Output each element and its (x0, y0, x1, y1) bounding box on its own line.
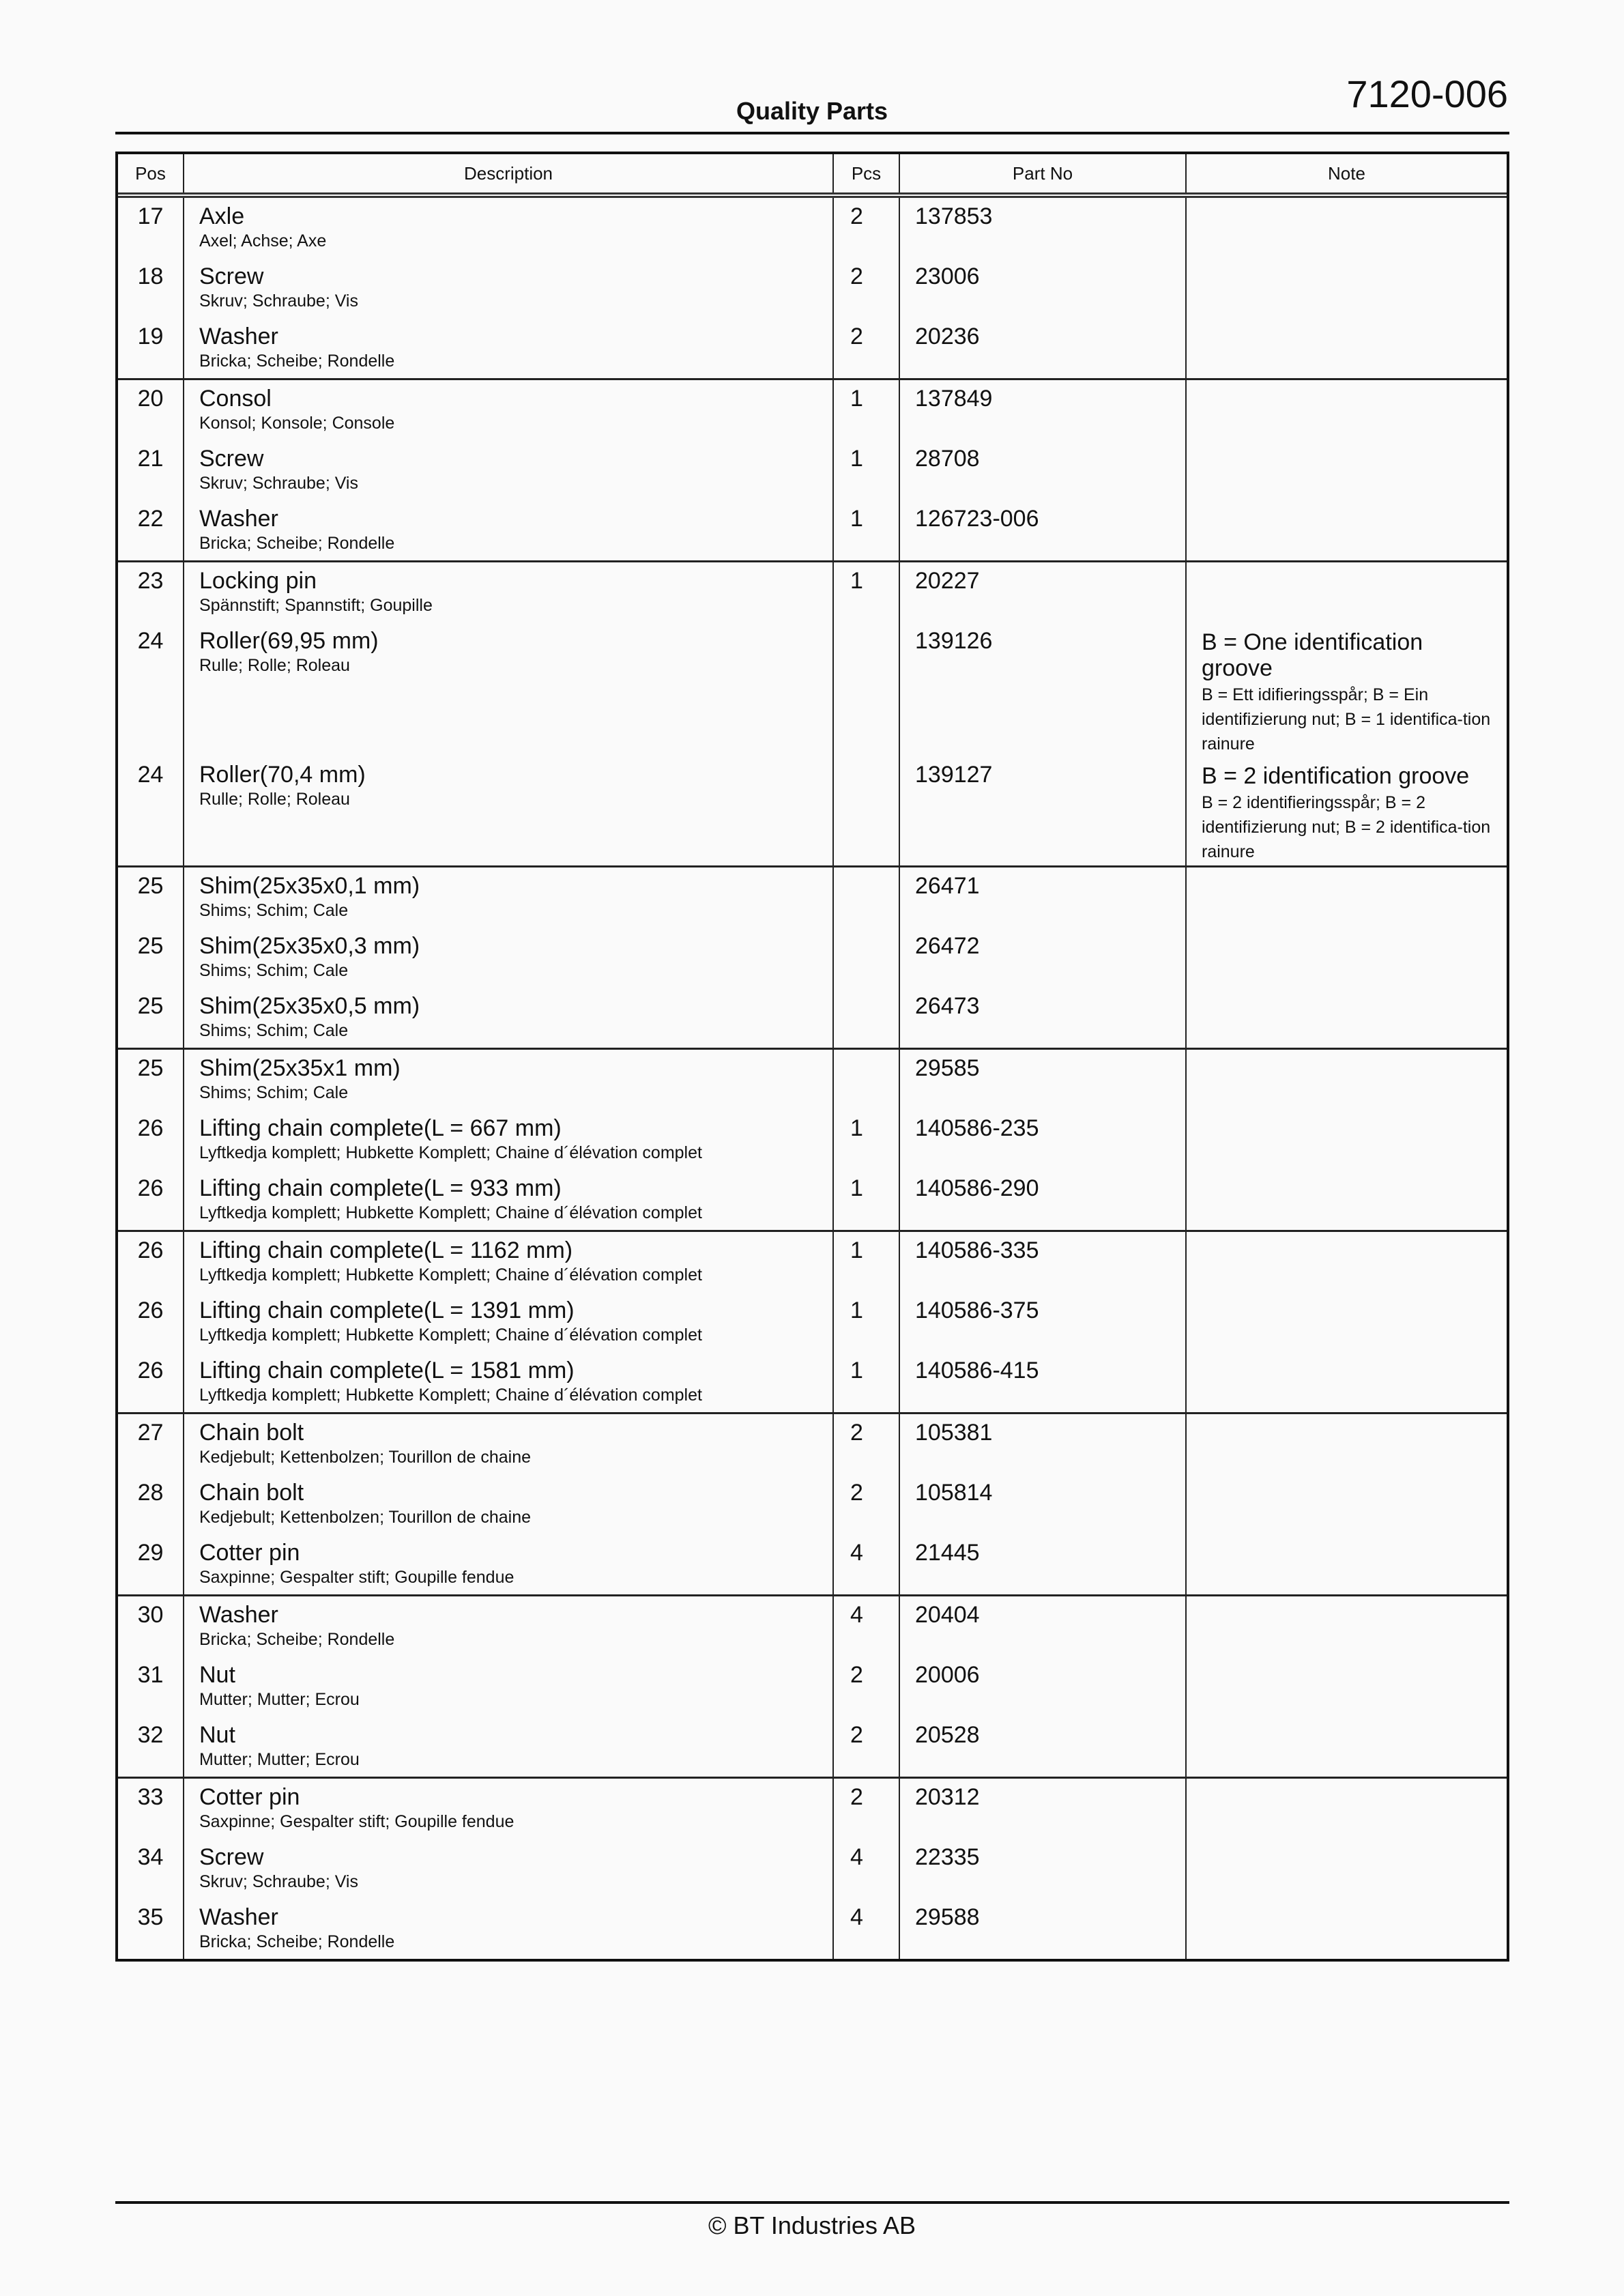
item-pcs: 2 (850, 1480, 863, 1506)
item-note (1187, 380, 1507, 440)
page-title: Quality Parts (736, 97, 888, 125)
part-translations: Shims; Schim; Cale (199, 901, 349, 920)
item-part-no: 20236 (915, 324, 980, 349)
item-pos: 27 (137, 1420, 164, 1446)
description-cell (184, 198, 834, 378)
item-pos: 26 (137, 1175, 164, 1201)
part-translations: Shims; Schim; Cale (199, 961, 349, 980)
item-part-no: 140586-235 (915, 1115, 1039, 1141)
item-description (184, 500, 832, 560)
item-pcs (834, 928, 899, 988)
item-pos: 23 (137, 568, 164, 594)
part-name: Screw (199, 446, 264, 472)
document-number: 7120-006 (1346, 72, 1508, 115)
pcs-cell (834, 198, 900, 378)
item-pos: 19 (137, 324, 164, 349)
note-cell (1187, 1232, 1507, 1412)
note-cell (1187, 1414, 1507, 1594)
item-part-no: 140586-375 (915, 1297, 1039, 1323)
item-part-no: 105381 (915, 1420, 993, 1446)
item-pcs (834, 756, 899, 865)
part-translations: Axel; Achse; Axe (199, 231, 327, 250)
item-pos: 26 (137, 1237, 164, 1263)
item-pos: 24 (137, 628, 164, 654)
part-translations: Lyftkedja komplett; Hubkette Komplett; Chaine d´élévation complet (199, 1325, 702, 1345)
copyright-footer: © BT Industries AB (708, 2211, 916, 2239)
item-note (1187, 198, 1507, 258)
item-pcs (834, 1050, 899, 1110)
part-no-cell (900, 1596, 1187, 1777)
item-note (1187, 258, 1507, 318)
part-name: Lifting chain complete(L = 1581 mm) (199, 1358, 575, 1383)
table-row-group (118, 1048, 1507, 1230)
description-cell (184, 380, 834, 560)
part-translations: Skruv; Schraube; Vis (199, 291, 358, 311)
part-translations: Kedjebult; Kettenbolzen; Tourillon de chaine (199, 1448, 531, 1467)
part-name: Axle (199, 203, 245, 229)
item-description (184, 756, 832, 865)
part-name: Washer (199, 506, 278, 532)
part-translations: Mutter; Mutter; Ecrou (199, 1750, 360, 1769)
item-pcs: 2 (850, 263, 863, 289)
item-part-no: 20404 (915, 1602, 980, 1628)
part-translations: Rulle; Rolle; Roleau (199, 790, 350, 809)
item-description (184, 1779, 832, 1839)
part-translations: Lyftkedja komplett; Hubkette Komplett; Chaine d´élévation complet (199, 1265, 702, 1285)
table-row-group (118, 198, 1507, 378)
column-header-pos: Pos (118, 154, 184, 192)
pcs-cell (834, 1232, 900, 1412)
item-description (184, 1656, 832, 1717)
part-translations: Shims; Schim; Cale (199, 1083, 349, 1102)
item-part-no: 140586-335 (915, 1237, 1039, 1263)
item-note (1187, 440, 1507, 500)
item-part-no: 21445 (915, 1540, 980, 1566)
item-description (184, 1110, 832, 1170)
item-description (184, 440, 832, 500)
pos-cell (118, 1232, 184, 1412)
item-note (1187, 1170, 1507, 1230)
item-description (184, 380, 832, 440)
item-part-no: 140586-415 (915, 1358, 1039, 1383)
part-name: Lifting chain complete(L = 1391 mm) (199, 1297, 575, 1323)
item-part-no: 29585 (915, 1055, 980, 1081)
item-description (184, 1414, 832, 1474)
item-part-no: 26473 (915, 993, 980, 1019)
item-description (184, 1899, 832, 1959)
part-translations: Bricka; Scheibe; Rondelle (199, 534, 395, 553)
item-description (184, 1352, 832, 1412)
item-pcs: 1 (850, 1358, 863, 1383)
item-pos: 34 (137, 1844, 164, 1870)
description-cell (184, 1050, 834, 1230)
item-part-no: 105814 (915, 1480, 993, 1506)
item-description (184, 1717, 832, 1777)
item-description (184, 988, 832, 1048)
part-translations: Bricka; Scheibe; Rondelle (199, 351, 395, 371)
item-pcs: 1 (850, 1175, 863, 1201)
part-translations: Kedjebult; Kettenbolzen; Tourillon de chaine (199, 1508, 531, 1527)
part-translations: Bricka; Scheibe; Rondelle (199, 1932, 395, 1951)
table-header (118, 154, 1507, 198)
item-description (184, 562, 832, 622)
part-name: Chain bolt (199, 1420, 304, 1446)
part-name: Cotter pin (199, 1784, 300, 1810)
part-translations: Skruv; Schraube; Vis (199, 1872, 358, 1891)
part-name: Nut (199, 1662, 235, 1688)
item-description (184, 1474, 832, 1534)
part-no-cell (900, 1050, 1187, 1230)
part-no-cell (900, 1779, 1187, 1959)
item-note (1187, 1656, 1507, 1717)
item-description (184, 1839, 832, 1899)
item-description (184, 1596, 832, 1656)
part-no-cell (900, 867, 1187, 1048)
description-cell (184, 1596, 834, 1777)
part-name: Washer (199, 324, 278, 349)
item-pos: 17 (137, 203, 164, 229)
header-divider (115, 132, 1509, 134)
item-note (1187, 318, 1507, 378)
item-note (1187, 500, 1507, 560)
item-note (1187, 988, 1507, 1048)
table-body (118, 198, 1507, 1959)
item-note (1187, 1839, 1507, 1899)
part-translations: Skruv; Schraube; Vis (199, 474, 358, 493)
note-cell (1187, 1779, 1507, 1959)
part-name: Nut (199, 1722, 235, 1748)
pos-cell (118, 198, 184, 378)
part-no-cell (900, 380, 1187, 560)
item-description (184, 622, 832, 756)
table-row-group (118, 865, 1507, 1048)
part-name: Shim(25x35x0,5 mm) (199, 993, 420, 1019)
item-part-no: 20006 (915, 1662, 980, 1688)
part-translations: Saxpinne; Gespalter stift; Goupille fendue (199, 1568, 514, 1587)
pcs-cell (834, 1779, 900, 1959)
table-row-group (118, 1412, 1507, 1594)
item-pcs: 1 (850, 568, 863, 594)
item-pos: 32 (137, 1722, 164, 1748)
part-no-cell (900, 198, 1187, 378)
item-part-no: 20312 (915, 1784, 980, 1810)
note-cell (1187, 198, 1507, 378)
item-pcs: 2 (850, 1784, 863, 1810)
pcs-cell (834, 1050, 900, 1230)
part-name: Washer (199, 1904, 278, 1930)
part-name: Screw (199, 263, 264, 289)
pos-cell (118, 562, 184, 865)
part-name: Cotter pin (199, 1540, 300, 1566)
pos-cell (118, 1414, 184, 1594)
part-no-cell (900, 1414, 1187, 1594)
footer-divider (115, 2201, 1509, 2204)
item-note (1187, 1779, 1507, 1839)
note-text: B = 2 identification groove (1202, 763, 1470, 789)
column-header-pcs: Pcs (834, 154, 900, 192)
part-name: Screw (199, 1844, 264, 1870)
item-pos: 35 (137, 1904, 164, 1930)
item-part-no: 26472 (915, 933, 980, 959)
note-text: B = One identification groove (1202, 629, 1423, 681)
pos-cell (118, 380, 184, 560)
column-header-part-no: Part No (900, 154, 1187, 192)
item-note (1187, 1110, 1507, 1170)
part-name: Lifting chain complete(L = 933 mm) (199, 1175, 562, 1201)
part-name: Shim(25x35x1 mm) (199, 1055, 401, 1081)
item-description (184, 867, 832, 928)
item-pos: 20 (137, 386, 164, 412)
item-note (1187, 622, 1507, 756)
pcs-cell (834, 1414, 900, 1594)
note-cell (1187, 562, 1507, 865)
item-note (1187, 1534, 1507, 1594)
part-translations: Rulle; Rolle; Roleau (199, 656, 350, 675)
item-pos: 26 (137, 1358, 164, 1383)
part-translations: Lyftkedja komplett; Hubkette Komplett; Chaine d´élévation complet (199, 1386, 702, 1405)
description-cell (184, 867, 834, 1048)
part-translations: Mutter; Mutter; Ecrou (199, 1690, 360, 1709)
item-pcs (834, 867, 899, 928)
note-cell (1187, 380, 1507, 560)
part-no-cell (900, 1232, 1187, 1412)
item-description (184, 928, 832, 988)
item-pcs: 2 (850, 1722, 863, 1748)
pcs-cell (834, 562, 900, 865)
item-pcs (834, 988, 899, 1048)
item-pos: 30 (137, 1602, 164, 1628)
item-part-no: 140586-290 (915, 1175, 1039, 1201)
item-part-no: 22335 (915, 1844, 980, 1870)
column-header-note: Note (1328, 162, 1365, 184)
item-part-no: 28708 (915, 446, 980, 472)
item-part-no: 26471 (915, 873, 980, 899)
item-pos: 25 (137, 873, 164, 899)
item-pcs: 1 (850, 446, 863, 472)
item-pos: 25 (137, 933, 164, 959)
item-pos: 18 (137, 263, 164, 289)
item-note (1187, 1232, 1507, 1292)
item-pcs: 2 (850, 324, 863, 349)
item-pcs: 4 (850, 1540, 863, 1566)
item-pcs: 1 (850, 1237, 863, 1263)
part-name: Chain bolt (199, 1480, 304, 1506)
item-description (184, 1534, 832, 1594)
item-note (1187, 1596, 1507, 1656)
item-part-no: 126723-006 (915, 506, 1039, 532)
part-name: Roller(70,4 mm) (199, 762, 366, 788)
description-cell (184, 1779, 834, 1959)
item-pcs: 4 (850, 1844, 863, 1870)
item-pcs: 1 (850, 506, 863, 532)
item-description (184, 258, 832, 318)
item-description (184, 198, 832, 258)
item-note (1187, 1414, 1507, 1474)
item-note (1187, 756, 1507, 865)
item-part-no: 20227 (915, 568, 980, 594)
part-name: Shim(25x35x0,1 mm) (199, 873, 420, 899)
item-pcs: 2 (850, 1420, 863, 1446)
part-name: Lifting chain complete(L = 667 mm) (199, 1115, 562, 1141)
item-note (1187, 1292, 1507, 1352)
item-description (184, 1292, 832, 1352)
item-note (1187, 1717, 1507, 1777)
item-note (1187, 1474, 1507, 1534)
item-part-no: 137853 (915, 203, 993, 229)
item-pcs: 1 (850, 386, 863, 412)
item-pcs: 4 (850, 1602, 863, 1628)
part-name: Locking pin (199, 568, 317, 594)
item-pcs: 1 (850, 1115, 863, 1141)
description-cell (184, 562, 834, 865)
item-part-no: 20528 (915, 1722, 980, 1748)
part-name: Washer (199, 1602, 278, 1628)
note-cell (1187, 1050, 1507, 1230)
part-translations: Shims; Schim; Cale (199, 1021, 349, 1040)
item-pos: 25 (137, 993, 164, 1019)
table-row-group (118, 1777, 1507, 1959)
item-note (1187, 928, 1507, 988)
table-row-group (118, 560, 1507, 865)
part-name: Consol (199, 386, 272, 412)
item-pos: 26 (137, 1115, 164, 1141)
item-pos: 21 (137, 446, 164, 472)
item-note (1187, 562, 1507, 622)
part-translations: Konsol; Konsole; Console (199, 414, 395, 433)
pos-cell (118, 1596, 184, 1777)
item-part-no: 139126 (915, 628, 993, 654)
item-pcs: 4 (850, 1904, 863, 1930)
pos-cell (118, 1050, 184, 1230)
part-translations: Lyftkedja komplett; Hubkette Komplett; Chaine d´élévation complet (199, 1143, 702, 1162)
item-pos: 24 (137, 762, 164, 788)
item-note (1187, 1352, 1507, 1412)
description-cell (184, 1232, 834, 1412)
item-part-no: 29588 (915, 1904, 980, 1930)
item-part-no: 139127 (915, 762, 993, 788)
item-pos: 28 (137, 1480, 164, 1506)
item-description (184, 1170, 832, 1230)
part-no-cell (900, 562, 1187, 865)
table-row-group (118, 378, 1507, 560)
item-description (184, 318, 832, 378)
description-cell (184, 1414, 834, 1594)
part-name: Shim(25x35x0,3 mm) (199, 933, 420, 959)
item-pos: 25 (137, 1055, 164, 1081)
part-name: Roller(69,95 mm) (199, 628, 379, 654)
item-description (184, 1050, 832, 1110)
item-note (1187, 1899, 1507, 1959)
item-pos: 22 (137, 506, 164, 532)
part-translations: Bricka; Scheibe; Rondelle (199, 1630, 395, 1649)
part-translations: Spännstift; Spannstift; Goupille (199, 596, 433, 615)
pos-cell (118, 1779, 184, 1959)
item-description (184, 1232, 832, 1292)
item-pcs: 2 (850, 203, 863, 229)
pcs-cell (834, 867, 900, 1048)
note-translations: B = 2 identifieringsspår; B = 2 identifizierung nut; B = 2 identifica-tion rainure (1202, 793, 1491, 861)
part-translations: Lyftkedja komplett; Hubkette Komplett; Chaine d´élévation complet (199, 1203, 702, 1222)
note-translations: B = Ett idifieringsspår; B = Ein identifizierung nut; B = 1 identifica-tion rainure (1202, 685, 1491, 754)
note-cell (1187, 867, 1507, 1048)
item-pos: 29 (137, 1540, 164, 1566)
parts-table (115, 152, 1509, 1962)
item-pcs: 2 (850, 1662, 863, 1688)
item-pos: 31 (137, 1662, 164, 1688)
item-part-no: 137849 (915, 386, 993, 412)
item-pcs (834, 622, 899, 756)
item-note (1187, 867, 1507, 928)
pcs-cell (834, 380, 900, 560)
part-name: Lifting chain complete(L = 1162 mm) (199, 1237, 573, 1263)
item-pcs: 1 (850, 1297, 863, 1323)
note-cell (1187, 1596, 1507, 1777)
pcs-cell (834, 1596, 900, 1777)
table-row-group (118, 1594, 1507, 1777)
column-header-description: Description (184, 154, 834, 192)
part-translations: Saxpinne; Gespalter stift; Goupille fendue (199, 1812, 514, 1831)
item-note (1187, 1050, 1507, 1110)
item-pos: 26 (137, 1297, 164, 1323)
item-part-no: 23006 (915, 263, 980, 289)
pos-cell (118, 867, 184, 1048)
table-row-group (118, 1230, 1507, 1412)
item-pos: 33 (137, 1784, 164, 1810)
